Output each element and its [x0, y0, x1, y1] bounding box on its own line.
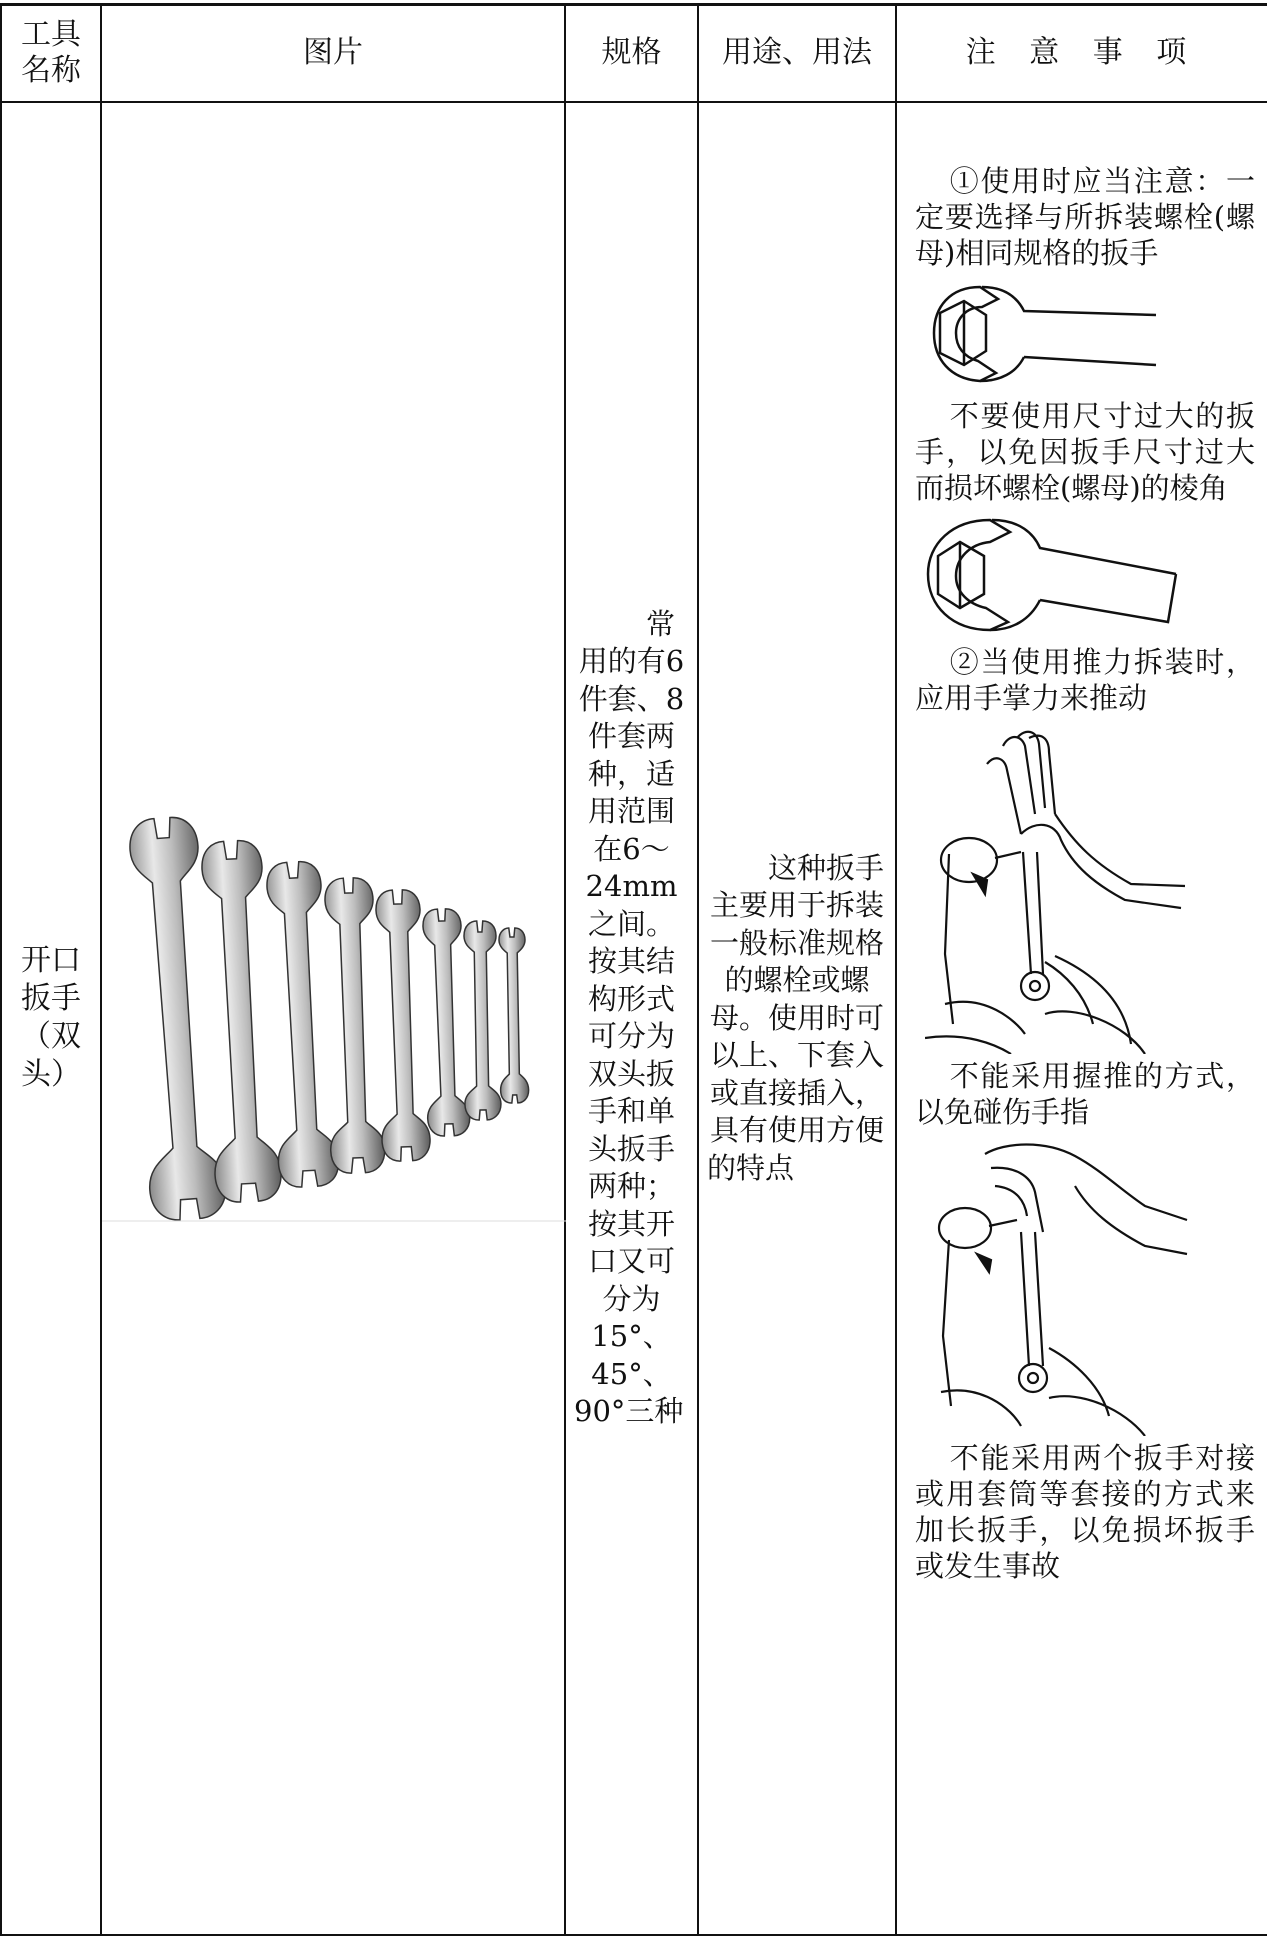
tool-table [0, 3, 1267, 1936]
usage-text: 这种扳手主要用于拆装一般标准规格的螺栓或螺母。使用时可以上、下套入或直接插入，具有使用方便的特点 [707, 850, 884, 1185]
header-tool-name-line1: 工具 [21, 17, 81, 53]
spec-cell [565, 102, 698, 1936]
header-notes: 注 意 事 项 [896, 5, 1267, 102]
notes-cell [896, 102, 1267, 1936]
spec-text: 常用的有6件套、8件套两种，适用范围在6～24mm之间。按其结构形式可分为双头扳手和单头扳手两种；按其开口又可分为15°、45°、90°三种 [574, 606, 685, 1429]
tool-name-cell [1, 102, 101, 1936]
header-tool-name-line2: 名称 [21, 53, 81, 89]
image-cell [101, 102, 565, 1936]
header-usage: 用途、用法 [698, 5, 896, 102]
tool-name-line2: 扳手 [21, 981, 81, 1017]
header-image: 图片 [101, 5, 565, 102]
header-spec: 规格 [565, 5, 698, 102]
palm-push-illustration [925, 724, 1195, 1054]
header-tool-name [1, 5, 101, 102]
note-5: 不能采用两个扳手对接或用套筒等套接的方式来加长扳手，以免损坏扳手或发生事故 [915, 1440, 1255, 1583]
tool-name-line1: 开口 [21, 943, 81, 979]
table-row [1, 102, 1267, 1936]
wrench-fit-illustration [920, 277, 1160, 392]
oversized-wrench-illustration [920, 512, 1190, 642]
note-4: 不能采用握推的方式，以免碰伤手指 [915, 1058, 1255, 1129]
note-2: 不要使用尺寸过大的扳手，以免因扳手尺寸过大而损坏螺栓(螺母)的棱角 [915, 398, 1255, 505]
tool-name-line3: （双头） [21, 1019, 81, 1093]
header-row [1, 5, 1267, 102]
wrench-set-image [102, 808, 566, 1228]
note-1: ①使用时应当注意：一定要选择与所拆装螺栓(螺母)相同规格的扳手 [915, 163, 1255, 270]
note-3: ②当使用推力拆装时，应用手掌力来推动 [915, 644, 1255, 715]
grip-push-illustration [925, 1136, 1195, 1436]
usage-cell [698, 102, 896, 1936]
